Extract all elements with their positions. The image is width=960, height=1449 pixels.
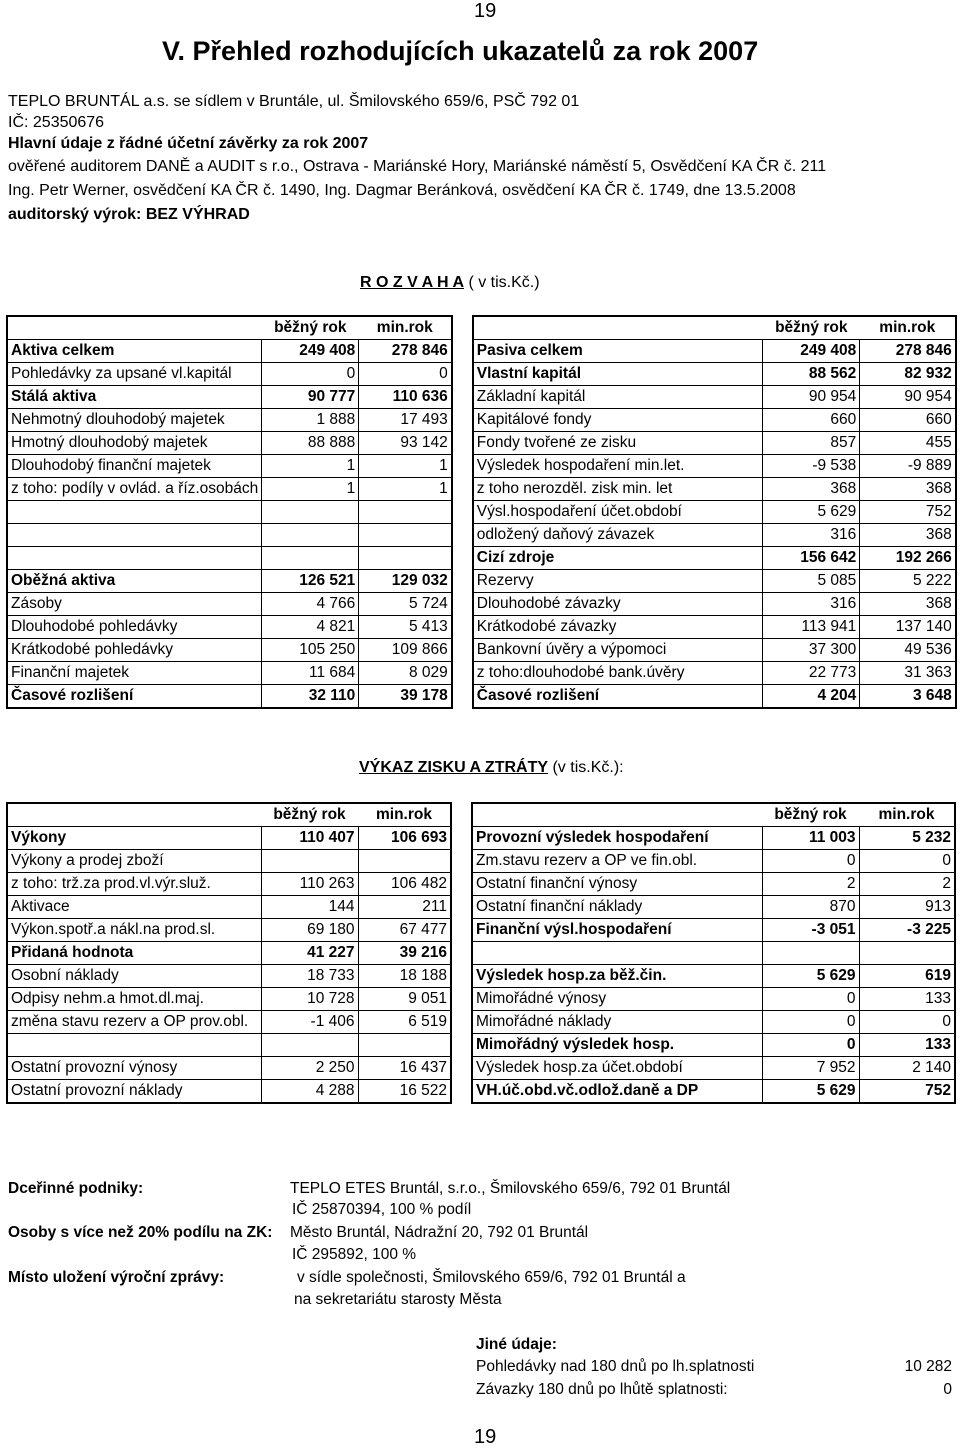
gap <box>452 662 473 685</box>
liabilities-label: Závazky 180 dnů po lhůtě splatnosti: <box>476 1381 728 1398</box>
left-label: Stálá aktiva <box>7 386 262 409</box>
left-prior-value: 106 693 <box>358 827 451 850</box>
left-current-value: 0 <box>262 363 359 386</box>
gap <box>451 988 472 1011</box>
right-prior-value: 82 932 <box>860 363 956 386</box>
left-label: Výkony a prodej zboží <box>7 850 261 873</box>
subsidiaries-label: Dceřinné podniky: <box>8 1180 144 1197</box>
left-label: z toho: trž.za prod.vl.výr.služ. <box>7 873 261 896</box>
income-row <box>7 827 955 850</box>
left-current-value: 2 250 <box>261 1057 358 1080</box>
left-col-current-header: běžný rok <box>262 316 359 340</box>
left-current-value <box>262 501 359 524</box>
right-label: odložený daňový závazek <box>473 524 763 547</box>
receivables-label: Pohledávky nad 180 dnů po lh.splatnosti <box>476 1358 755 1375</box>
left-prior-value: 16 522 <box>358 1080 451 1104</box>
left-label: Odpisy nehm.a hmot.dl.maj. <box>7 988 261 1011</box>
left-label: Časové rozlišení <box>7 685 262 709</box>
right-label: Provozní výsledek hospodaření <box>472 827 762 850</box>
right-prior-value: 49 536 <box>860 639 956 662</box>
right-current-value: 5 629 <box>762 965 859 988</box>
left-label: z toho: podíly v ovlád. a říz.osobách <box>7 478 262 501</box>
gap <box>451 873 472 896</box>
report-place-line-1: v sídle společnosti, Šmilovského 659/6, 792 01 Bruntál a <box>297 1269 686 1286</box>
left-prior-value: 278 846 <box>359 340 452 363</box>
right-current-value: 316 <box>763 524 860 547</box>
left-header-blank <box>7 803 261 827</box>
left-current-value: 88 888 <box>262 432 359 455</box>
rozvaha-unit: ( v tis.Kč.) <box>464 274 540 291</box>
gap <box>452 340 473 363</box>
gap <box>451 803 472 827</box>
left-col-current-header: běžný rok <box>261 803 358 827</box>
right-prior-value: 5 232 <box>859 827 955 850</box>
gap <box>452 316 473 340</box>
right-prior-value: 5 222 <box>860 570 956 593</box>
owners-line-1: Město Bruntál, Nádražní 20, 792 01 Bruntál <box>290 1224 589 1241</box>
balance-row <box>7 455 956 478</box>
gap <box>451 896 472 919</box>
owners-line-2: IČ 295892, 100 % <box>292 1246 417 1263</box>
balance-row <box>7 340 956 363</box>
left-prior-value: 18 188 <box>358 965 451 988</box>
right-current-value: 11 003 <box>762 827 859 850</box>
left-label: Krátkodobé pohledávky <box>7 639 262 662</box>
gap <box>452 524 473 547</box>
gap <box>451 1034 472 1057</box>
right-label <box>472 942 762 965</box>
income-row <box>7 965 955 988</box>
left-current-value: 1 <box>262 478 359 501</box>
audit-opinion: auditorský výrok: BEZ VÝHRAD <box>8 206 250 223</box>
left-prior-value: 106 482 <box>358 873 451 896</box>
page-title: V. Přehled rozhodujících ukazatelů za rok 2007 <box>162 36 759 66</box>
right-label: Základní kapitál <box>473 386 763 409</box>
right-prior-value: 0 <box>859 850 955 873</box>
gap <box>451 965 472 988</box>
page-number-top: 19 <box>474 0 497 22</box>
gap <box>452 616 473 639</box>
gap <box>452 478 473 501</box>
right-prior-value: 90 954 <box>860 386 956 409</box>
right-current-value: 4 204 <box>763 685 860 709</box>
right-label: Krátkodobé závazky <box>473 616 763 639</box>
balance-row <box>7 363 956 386</box>
balance-row <box>7 547 956 570</box>
left-header-blank <box>7 316 262 340</box>
gap <box>452 685 473 709</box>
gap <box>452 570 473 593</box>
company-line: TEPLO BRUNTÁL a.s. se sídlem v Bruntále, ul. Šmilovského 659/6, PSČ 792 01 <box>8 93 580 110</box>
audit-line-2: Ing. Petr Werner, osvědčení KA ČR č. 1490, Ing. Dagmar Beránková, osvědčení KA ČR č. 1749, dne 13.5.2008 <box>8 182 796 199</box>
right-prior-value: 3 648 <box>860 685 956 709</box>
header-row <box>7 803 955 827</box>
balance-row <box>7 501 956 524</box>
left-current-value: 4 288 <box>261 1080 358 1104</box>
right-current-value <box>762 942 859 965</box>
left-prior-value: 16 437 <box>358 1057 451 1080</box>
right-current-value: -3 051 <box>762 919 859 942</box>
owners-label: Osoby s více než 20% podílu na ZK: <box>8 1224 273 1241</box>
left-prior-value <box>358 850 451 873</box>
balance-row <box>7 409 956 432</box>
left-current-value: 249 408 <box>262 340 359 363</box>
gap <box>451 850 472 873</box>
left-col-prior-header: min.rok <box>358 803 451 827</box>
income-row <box>7 988 955 1011</box>
gap <box>452 432 473 455</box>
left-label <box>7 501 262 524</box>
left-label <box>7 1034 261 1057</box>
left-label: Zásoby <box>7 593 262 616</box>
right-prior-value: 278 846 <box>860 340 956 363</box>
left-label: Výkon.spotř.a nákl.na prod.sl. <box>7 919 261 942</box>
left-label: Aktivace <box>7 896 261 919</box>
left-label: Přidaná hodnota <box>7 942 261 965</box>
income-row <box>7 942 955 965</box>
right-current-value: 5 085 <box>763 570 860 593</box>
left-current-value: 110 407 <box>261 827 358 850</box>
subsidiaries-line-1: TEPLO ETES Bruntál, s.r.o., Šmilovského 659/6, 792 01 Bruntál <box>290 1180 731 1197</box>
left-prior-value: 39 178 <box>359 685 452 709</box>
income-row <box>7 919 955 942</box>
gap <box>452 593 473 616</box>
right-current-value: 249 408 <box>763 340 860 363</box>
left-label: Dlouhodobý finanční majetek <box>7 455 262 478</box>
right-label: Bankovní úvěry a výpomoci <box>473 639 763 662</box>
right-label: Rezervy <box>473 570 763 593</box>
right-header-blank <box>472 803 762 827</box>
right-label: Vlastní kapitál <box>473 363 763 386</box>
left-current-value: -1 406 <box>261 1011 358 1034</box>
right-prior-value: 0 <box>859 1011 955 1034</box>
right-prior-value: 455 <box>860 432 956 455</box>
gap <box>452 547 473 570</box>
vykaz-unit: (v tis.Kč.): <box>548 759 624 776</box>
left-label: Výkony <box>7 827 261 850</box>
right-prior-value: -9 889 <box>860 455 956 478</box>
right-prior-value: 368 <box>860 593 956 616</box>
left-prior-value: 0 <box>359 363 452 386</box>
left-prior-value: 211 <box>358 896 451 919</box>
right-label: Ostatní finanční náklady <box>472 896 762 919</box>
left-current-value: 1 <box>262 455 359 478</box>
income-row <box>7 873 955 896</box>
left-current-value: 4 766 <box>262 593 359 616</box>
gap <box>452 363 473 386</box>
left-label: Osobní náklady <box>7 965 261 988</box>
left-current-value: 10 728 <box>261 988 358 1011</box>
income-row <box>7 850 955 873</box>
left-prior-value: 5 724 <box>359 593 452 616</box>
income-row <box>7 1057 955 1080</box>
left-current-value <box>261 850 358 873</box>
right-label: Výsledek hosp.za běž.čin. <box>472 965 762 988</box>
right-label: Cizí zdroje <box>473 547 763 570</box>
left-current-value: 69 180 <box>261 919 358 942</box>
gap <box>451 1080 472 1104</box>
left-prior-value: 129 032 <box>359 570 452 593</box>
gap <box>451 919 472 942</box>
right-current-value: 37 300 <box>763 639 860 662</box>
right-prior-value: 133 <box>859 988 955 1011</box>
right-header-blank <box>473 316 763 340</box>
right-current-value: -9 538 <box>763 455 860 478</box>
vykaz-heading <box>359 759 624 777</box>
right-col-current-header: běžný rok <box>762 803 859 827</box>
right-current-value: 0 <box>762 1011 859 1034</box>
balance-row <box>7 524 956 547</box>
balance-row <box>7 432 956 455</box>
audit-line-1: ověřené auditorem DANĚ a AUDIT s r.o., Ostrava - Mariánské Hory, Mariánské náměstí 5, Osvědčení KA ČR č. 211 <box>8 158 827 175</box>
gap <box>451 1011 472 1034</box>
left-col-prior-header: min.rok <box>359 316 452 340</box>
balance-row <box>7 593 956 616</box>
right-prior-value: 133 <box>859 1034 955 1057</box>
income-row <box>7 1034 955 1057</box>
right-current-value: 660 <box>763 409 860 432</box>
left-label <box>7 524 262 547</box>
right-label: Výsl.hospodaření účet.období <box>473 501 763 524</box>
gap <box>452 501 473 524</box>
right-current-value: 7 952 <box>762 1057 859 1080</box>
left-label: Pohledávky za upsané vl.kapitál <box>7 363 262 386</box>
left-label: Ostatní provozní náklady <box>7 1080 261 1104</box>
left-prior-value: 110 636 <box>359 386 452 409</box>
right-current-value: 156 642 <box>763 547 860 570</box>
left-current-value: 11 684 <box>262 662 359 685</box>
right-label: VH.úč.obd.vč.odlož.daně a DP <box>472 1080 762 1104</box>
subsidiaries-line-2: IČ 25870394, 100 % podíl <box>292 1201 472 1218</box>
gap <box>451 942 472 965</box>
left-prior-value: 109 866 <box>359 639 452 662</box>
right-prior-value: -3 225 <box>859 919 955 942</box>
right-current-value: 2 <box>762 873 859 896</box>
right-current-value: 0 <box>762 988 859 1011</box>
ico-line: IČ: 25350676 <box>8 114 105 131</box>
income-row <box>7 896 955 919</box>
right-prior-value: 752 <box>859 1080 955 1104</box>
left-prior-value: 67 477 <box>358 919 451 942</box>
right-label: Fondy tvořené ze zisku <box>473 432 763 455</box>
left-prior-value: 93 142 <box>359 432 452 455</box>
balance-row <box>7 685 956 709</box>
balance-row <box>7 478 956 501</box>
left-label: Oběžná aktiva <box>7 570 262 593</box>
right-label: Dlouhodobé závazky <box>473 593 763 616</box>
right-prior-value: 619 <box>859 965 955 988</box>
gap <box>452 455 473 478</box>
left-prior-value: 17 493 <box>359 409 452 432</box>
right-col-current-header: běžný rok <box>763 316 860 340</box>
right-prior-value: 752 <box>860 501 956 524</box>
audit-heading: Hlavní údaje z řádné účetní závěrky za rok 2007 <box>8 135 369 152</box>
right-label: Kapitálové fondy <box>473 409 763 432</box>
report-place-label: Místo uložení výroční zprávy: <box>8 1269 225 1286</box>
left-label: Finanční majetek <box>7 662 262 685</box>
left-current-value: 144 <box>261 896 358 919</box>
left-current-value: 1 888 <box>262 409 359 432</box>
right-current-value: 22 773 <box>763 662 860 685</box>
right-current-value: 5 629 <box>762 1080 859 1104</box>
left-prior-value: 1 <box>359 455 452 478</box>
right-prior-value: 192 266 <box>860 547 956 570</box>
income-statement-table <box>6 802 956 1104</box>
header-row <box>7 316 956 340</box>
right-current-value: 857 <box>763 432 860 455</box>
right-label: Mimořádné výnosy <box>472 988 762 1011</box>
right-prior-value: 2 140 <box>859 1057 955 1080</box>
right-current-value: 316 <box>763 593 860 616</box>
income-row <box>7 1080 955 1104</box>
right-col-prior-header: min.rok <box>860 316 956 340</box>
right-prior-value: 368 <box>860 478 956 501</box>
liabilities-value: 0 <box>943 1381 952 1398</box>
income-row <box>7 1011 955 1034</box>
right-current-value: 0 <box>762 850 859 873</box>
right-label: Časové rozlišení <box>473 685 763 709</box>
left-current-value: 41 227 <box>261 942 358 965</box>
right-prior-value: 368 <box>860 524 956 547</box>
left-prior-value <box>359 501 452 524</box>
right-col-prior-header: min.rok <box>859 803 955 827</box>
balance-row <box>7 570 956 593</box>
balance-row <box>7 639 956 662</box>
report-place-line-2: na sekretariátu starosty Města <box>294 1291 502 1308</box>
left-label <box>7 547 262 570</box>
left-prior-value: 5 413 <box>359 616 452 639</box>
left-prior-value: 9 051 <box>358 988 451 1011</box>
right-current-value: 0 <box>762 1034 859 1057</box>
left-current-value: 90 777 <box>262 386 359 409</box>
balance-row <box>7 662 956 685</box>
right-prior-value: 2 <box>859 873 955 896</box>
rozvaha-title: R O Z V A H A <box>360 274 464 291</box>
right-current-value: 368 <box>763 478 860 501</box>
right-label: z toho nerozděl. zisk min. let <box>473 478 763 501</box>
right-prior-value: 660 <box>860 409 956 432</box>
left-prior-value: 1 <box>359 478 452 501</box>
right-label: Mimořádný výsledek hosp. <box>472 1034 762 1057</box>
right-current-value: 870 <box>762 896 859 919</box>
right-label: Výsledek hospodaření min.let. <box>473 455 763 478</box>
left-prior-value <box>358 1034 451 1057</box>
left-current-value <box>262 547 359 570</box>
left-current-value: 32 110 <box>262 685 359 709</box>
gap <box>452 386 473 409</box>
vykaz-title: VÝKAZ ZISKU A ZTRÁTY <box>359 759 549 776</box>
left-current-value: 105 250 <box>262 639 359 662</box>
right-current-value: 113 941 <box>763 616 860 639</box>
left-prior-value <box>359 547 452 570</box>
right-current-value: 88 562 <box>763 363 860 386</box>
left-current-value <box>262 524 359 547</box>
left-current-value: 126 521 <box>262 570 359 593</box>
balance-row <box>7 386 956 409</box>
right-label: Zm.stavu rezerv a OP ve fin.obl. <box>472 850 762 873</box>
left-label: změna stavu rezerv a OP prov.obl. <box>7 1011 261 1034</box>
right-current-value: 90 954 <box>763 386 860 409</box>
right-label: Mimořádné náklady <box>472 1011 762 1034</box>
page-number-bottom: 19 <box>474 1426 497 1448</box>
left-current-value: 18 733 <box>261 965 358 988</box>
left-label: Ostatní provozní výnosy <box>7 1057 261 1080</box>
gap <box>452 409 473 432</box>
right-prior-value: 137 140 <box>860 616 956 639</box>
gap <box>452 639 473 662</box>
balance-sheet-table <box>6 315 957 709</box>
left-current-value: 110 263 <box>261 873 358 896</box>
right-label: Pasiva celkem <box>473 340 763 363</box>
left-current-value <box>261 1034 358 1057</box>
left-prior-value: 8 029 <box>359 662 452 685</box>
right-current-value: 5 629 <box>763 501 860 524</box>
left-label: Hmotný dlouhodobý majetek <box>7 432 262 455</box>
right-label: Výsledek hosp.za účet.období <box>472 1057 762 1080</box>
receivables-value: 10 282 <box>904 1358 952 1375</box>
right-label: Ostatní finanční výnosy <box>472 873 762 896</box>
gap <box>451 1057 472 1080</box>
left-label: Aktiva celkem <box>7 340 262 363</box>
right-prior-value: 913 <box>859 896 955 919</box>
left-current-value: 4 821 <box>262 616 359 639</box>
rozvaha-heading <box>360 274 540 292</box>
left-label: Nehmotný dlouhodobý majetek <box>7 409 262 432</box>
gap <box>451 827 472 850</box>
right-prior-value <box>859 942 955 965</box>
left-prior-value: 39 216 <box>358 942 451 965</box>
left-prior-value: 6 519 <box>358 1011 451 1034</box>
right-label: Finanční výsl.hospodaření <box>472 919 762 942</box>
other-info-heading: Jiné údaje: <box>476 1336 557 1353</box>
left-prior-value <box>359 524 452 547</box>
right-prior-value: 31 363 <box>860 662 956 685</box>
balance-row <box>7 616 956 639</box>
right-label: z toho:dlouhodobé bank.úvěry <box>473 662 763 685</box>
left-label: Dlouhodobé pohledávky <box>7 616 262 639</box>
